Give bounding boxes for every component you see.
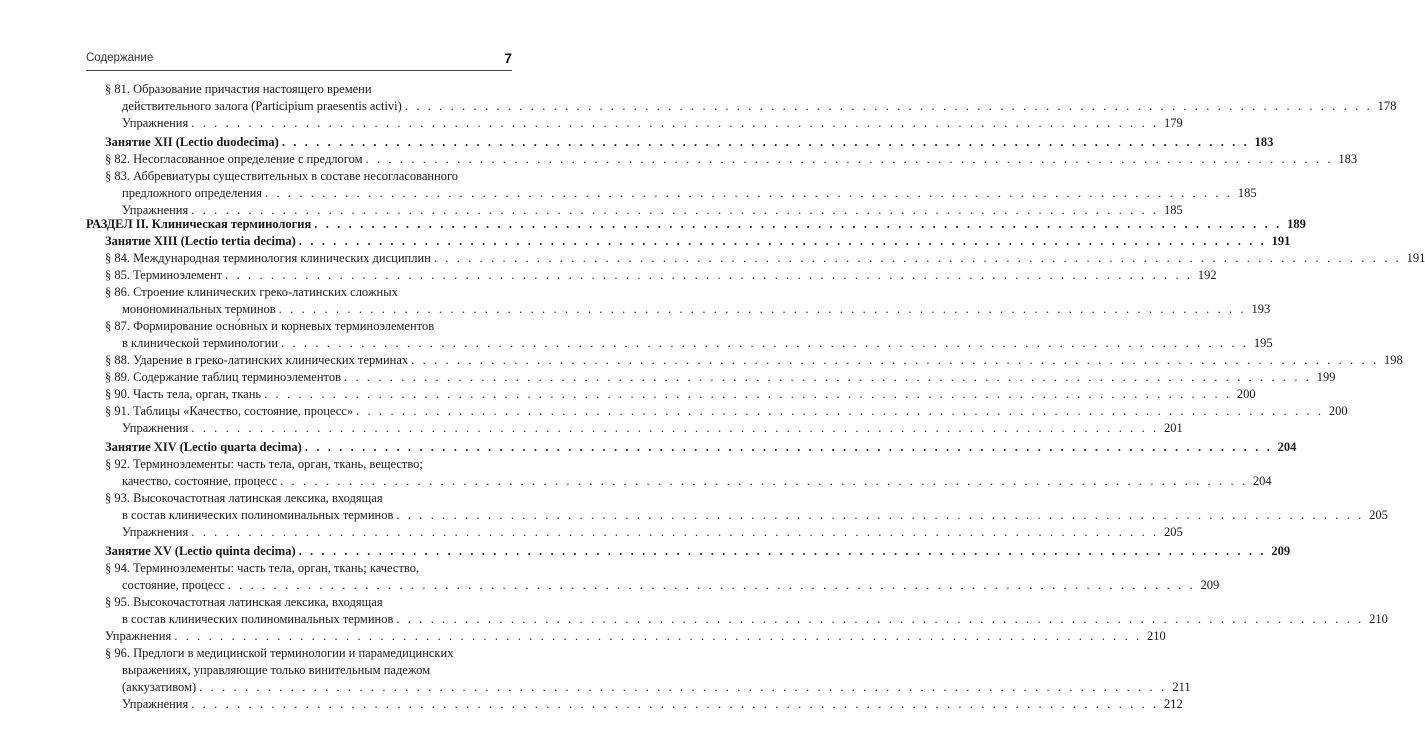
toc-page-number: 189 bbox=[1287, 217, 1306, 231]
toc-entry-text: § 83. Аббревиатуры существительных в составе несогласованного bbox=[105, 169, 459, 183]
toc-page-number: 210 bbox=[1147, 629, 1166, 643]
dot-leader: . . . . . . . . . . . . . . . . . . . . . . . . . . . . . . . . . . . . . . . . . . . . . . . . . . . . . . . . . . . . . . . . . . . . . . . . . . . . . . . . . . . . . bbox=[281, 336, 1249, 350]
toc-entry-text: качество, состояние, процесс bbox=[122, 474, 278, 488]
toc-entry-text: Занятие XV (Lectio quinta decima) bbox=[105, 544, 296, 558]
toc-entry-text: § 95. Высокочастотная латинская лексика, входящая bbox=[105, 595, 383, 609]
toc-entry-text: § 85. Терминоэлемент bbox=[105, 268, 223, 282]
toc-entry-text: Занятие XIV (Lectio quarta decima) bbox=[105, 440, 302, 454]
toc-entry-section-91[interactable] bbox=[105, 403, 1348, 420]
toc-page-number: 195 bbox=[1253, 336, 1273, 350]
dot-leader: . . . . . . . . . . . . . . . . . . . . . . . . . . . . . . . . . . . . . . . . . . . . . . . . . . . . . . . . . . . . . . . . . . . . . . . . . . . . . . . . . . . . . bbox=[191, 525, 1159, 539]
toc-entry-section-92-cont[interactable] bbox=[122, 473, 1272, 490]
toc-entry-section-81[interactable] bbox=[105, 81, 372, 98]
toc-entry-section-87-cont[interactable] bbox=[122, 335, 1273, 352]
toc-entry-text: Занятие XII (Lectio duodecima) bbox=[105, 135, 279, 149]
toc-entry-section-81-cont[interactable] bbox=[122, 98, 1397, 115]
toc-page-number: 191 bbox=[1271, 234, 1291, 248]
dot-leader: . . . . . . . . . . . . . . . . . . . . . . . . . . . . . . . . . . . . . . . . . . . . . . . . . . . . . . . . . . . . . . . . . . . . . . . . . . . . . . . . . . . . . bbox=[281, 135, 1250, 149]
dot-leader: . . . . . . . . . . . . . . . . . . . . . . . . . . . . . . . . . . . . . . . . . . . . . . . . . . . . . . . . . . . . . . . . . . . . . . . . . . . . . . . . . . . . . bbox=[191, 697, 1159, 711]
toc-page-number: 191 bbox=[1406, 251, 1425, 265]
running-header-title: Содержание bbox=[86, 52, 154, 64]
toc-page-number: 200 bbox=[1328, 404, 1348, 418]
toc-entry-section-95[interactable] bbox=[105, 594, 383, 611]
toc-entry-section-83-cont[interactable] bbox=[122, 185, 1257, 202]
toc-page-number: 204 bbox=[1277, 440, 1297, 454]
toc-entry-section-84[interactable] bbox=[105, 250, 1425, 267]
toc-entry-exercises[interactable] bbox=[122, 696, 1183, 713]
dot-leader: . . . . . . . . . . . . . . . . . . . . . . . . . . . . . . . . . . . . . . . . . . . . . . . . . . . . . . . . . . . . . . . . . . . . . . . . . . . . . . . . . . . . . bbox=[304, 440, 1273, 454]
dot-leader: . . . . . . . . . . . . . . . . . . . . . . . . . . . . . . . . . . . . . . . . . . . . . . . . . . . . . . . . . . . . . . . . . . . . . . . . . . . . . . . . . . . . . bbox=[191, 203, 1159, 217]
dot-leader: . . . . . . . . . . . . . . . . . . . . . . . . . . . . . . . . . . . . . . . . . . . . . . . . . . . . . . . . . . . . . . . . . . . . . . . . . . . . . . . . . . . . . bbox=[404, 99, 1373, 113]
dot-leader: . . . . . . . . . . . . . . . . . . . . . . . . . . . . . . . . . . . . . . . . . . . . . . . . . . . . . . . . . . . . . . . . . . . . . . . . . . . . . . . . . . . . . bbox=[265, 186, 1233, 200]
toc-entry-section-87[interactable] bbox=[105, 318, 434, 335]
toc-page-number: 209 bbox=[1271, 544, 1291, 558]
dot-leader: . . . . . . . . . . . . . . . . . . . . . . . . . . . . . . . . . . . . . . . . . . . . . . . . . . . . . . . . . . . . . . . . . . . . . . . . . . . . . . . . . . . . . bbox=[191, 421, 1159, 435]
toc-entry-text: § 81. Образование причастия настоящего времени bbox=[105, 82, 372, 96]
toc-entry-section-94-cont[interactable] bbox=[122, 577, 1220, 594]
toc-entry-text: § 96. Предлоги в медицинской терминологии и парамедицинских bbox=[105, 646, 454, 660]
toc-page-number: 183 bbox=[1254, 135, 1274, 149]
dot-leader: . . . . . . . . . . . . . . . . . . . . . . . . . . . . . . . . . . . . . . . . . . . . . . . . . . . . . . . . . . . . . . . . . . . . . . . . . . . . . . . . . . . . . bbox=[278, 302, 1247, 316]
toc-entry-section-86[interactable] bbox=[105, 284, 398, 301]
toc-entry-section-94[interactable] bbox=[105, 560, 419, 577]
toc-entry-text: выражениях, управляющие только винительным падежом bbox=[122, 663, 431, 677]
toc-entry-section-88[interactable] bbox=[105, 352, 1403, 369]
toc-entry-exercises[interactable] bbox=[105, 628, 1166, 645]
toc-entry-text: предложного определения bbox=[122, 186, 263, 200]
toc-entry-text: в состав клинических полиноминальных терминов bbox=[122, 508, 394, 522]
toc-entry-section-92[interactable] bbox=[105, 456, 423, 473]
toc-page-number: 201 bbox=[1164, 421, 1183, 435]
toc-page-number: 210 bbox=[1369, 612, 1388, 626]
toc-entry-section-96-cont[interactable] bbox=[122, 662, 430, 679]
toc-entry-lesson-13[interactable] bbox=[105, 233, 1291, 250]
toc-page-number: 212 bbox=[1164, 697, 1183, 711]
dot-leader: . . . . . . . . . . . . . . . . . . . . . . . . . . . . . . . . . . . . . . . . . . . . . . . . . . . . . . . . . . . . . . . . . . . . . . . . . . . . . . . . . . . . . bbox=[314, 217, 1282, 231]
toc-entry-text: состояние, процесс bbox=[122, 578, 225, 592]
toc-entry-text: § 94. Терминоэлементы: часть тела, орган, ткань; качество, bbox=[105, 561, 420, 575]
dot-leader: . . . . . . . . . . . . . . . . . . . . . . . . . . . . . . . . . . . . . . . . . . . . . . . . . . . . . . . . . . . . . . . . . . . . . . . . . . . . . . . . . . . . . bbox=[264, 387, 1232, 401]
toc-page-number: 209 bbox=[1200, 578, 1220, 592]
page-number: 7 bbox=[504, 50, 512, 66]
toc-entry-section-89[interactable] bbox=[105, 369, 1336, 386]
dot-leader: . . . . . . . . . . . . . . . . . . . . . . . . . . . . . . . . . . . . . . . . . . . . . . . . . . . . . . . . . . . . . . . . . . . . . . . . . . . . . . . . . . . . . bbox=[344, 370, 1312, 384]
dot-leader: . . . . . . . . . . . . . . . . . . . . . . . . . . . . . . . . . . . . . . . . . . . . . . . . . . . . . . . . . . . . . . . . . . . . . . . . . . . . . . . . . . . . . bbox=[199, 680, 1167, 694]
toc-entry-section-86-cont[interactable] bbox=[122, 301, 1271, 318]
toc-entry-text: § 93. Высокочастотная латинская лексика, входящая bbox=[105, 491, 383, 505]
toc-page-number: 205 bbox=[1369, 508, 1388, 522]
toc-page-number: 183 bbox=[1338, 152, 1358, 166]
toc-entry-lesson-12[interactable] bbox=[105, 134, 1274, 151]
toc-entry-text: действительного залога (Participium praesentis activi) bbox=[122, 99, 402, 113]
dot-leader: . . . . . . . . . . . . . . . . . . . . . . . . . . . . . . . . . . . . . . . . . . . . . . . . . . . . . . . . . . . . . . . . . . . . . . . . . . . . . . . . . . . . . bbox=[365, 152, 1334, 166]
toc-page-number: 178 bbox=[1377, 99, 1397, 113]
toc-entry-text: § 89. Содержание таблиц терминоэлементов bbox=[105, 370, 341, 384]
toc-entry-lesson-15[interactable] bbox=[105, 543, 1291, 560]
dot-leader: . . . . . . . . . . . . . . . . . . . . . . . . . . . . . . . . . . . . . . . . . . . . . . . . . . . . . . . . . . . . . . . . . . . . . . . . . . . . . . . . . . . . . bbox=[411, 353, 1379, 367]
toc-entry-text: Упражнения bbox=[122, 203, 189, 217]
dot-leader: . . . . . . . . . . . . . . . . . . . . . . . . . . . . . . . . . . . . . . . . . . . . . . . . . . . . . . . . . . . . . . . . . . . . . . . . . . . . . . . . . . . . . bbox=[174, 629, 1142, 643]
toc-entry-text: Упражнения bbox=[122, 421, 189, 435]
toc-page-number: 200 bbox=[1236, 387, 1256, 401]
dot-leader: . . . . . . . . . . . . . . . . . . . . . . . . . . . . . . . . . . . . . . . . . . . . . . . . . . . . . . . . . . . . . . . . . . . . . . . . . . . . . . . . . . . . . bbox=[298, 544, 1267, 558]
toc-entry-text: § 82. Несогласованное определение с предлогом bbox=[105, 152, 363, 166]
toc-entry-section-96-cont-2[interactable] bbox=[122, 679, 1191, 696]
toc-page-number: 211 bbox=[1172, 680, 1191, 694]
toc-entry-text: § 90. Часть тела, орган, ткань bbox=[105, 387, 262, 401]
toc-page-number: 205 bbox=[1164, 525, 1183, 539]
toc-entry-text: (аккузативом) bbox=[122, 680, 197, 694]
toc-page-number: 185 bbox=[1164, 203, 1183, 217]
toc-entry-text: § 92. Терминоэлементы: часть тела, орган, ткань, вещество; bbox=[105, 457, 423, 471]
toc-entry-section-85[interactable] bbox=[105, 267, 1217, 284]
toc-page-number: 179 bbox=[1164, 116, 1183, 130]
toc-entry-section-90[interactable] bbox=[105, 386, 1256, 403]
toc-entry-lesson-14[interactable] bbox=[105, 439, 1297, 456]
toc-entry-text: Упражнения bbox=[122, 525, 189, 539]
dot-leader: . . . . . . . . . . . . . . . . . . . . . . . . . . . . . . . . . . . . . . . . . . . . . . . . . . . . . . . . . . . . . . . . . . . . . . . . . . . . . . . . . . . . . bbox=[433, 251, 1402, 265]
dot-leader: . . . . . . . . . . . . . . . . . . . . . . . . . . . . . . . . . . . . . . . . . . . . . . . . . . . . . . . . . . . . . . . . . . . . . . . . . . . . . . . . . . . . . bbox=[225, 268, 1193, 282]
toc-entry-text: РАЗДЕЛ II. Клиническая терминология bbox=[86, 217, 312, 231]
toc-page-number: 204 bbox=[1252, 474, 1272, 488]
toc-entry-text: § 84. Международная терминология клинических дисциплин bbox=[105, 251, 431, 265]
dot-leader: . . . . . . . . . . . . . . . . . . . . . . . . . . . . . . . . . . . . . . . . . . . . . . . . . . . . . . . . . . . . . . . . . . . . . . . . . . . . . . . . . . . . . bbox=[280, 474, 1248, 488]
toc-entry-text: в клинической терминологии bbox=[122, 336, 279, 350]
dot-leader: . . . . . . . . . . . . . . . . . . . . . . . . . . . . . . . . . . . . . . . . . . . . . . . . . . . . . . . . . . . . . . . . . . . . . . . . . . . . . . . . . . . . . bbox=[356, 404, 1324, 418]
toc-page-number: 198 bbox=[1383, 353, 1403, 367]
toc-entry-text: монономинальных терминов bbox=[122, 302, 276, 316]
toc-entry-text: Занятие XIII (Lectio tertia decima) bbox=[105, 234, 296, 248]
toc-page-number: 193 bbox=[1251, 302, 1271, 316]
toc-entry-text: § 86. Строение клинических греко-латинских сложных bbox=[105, 285, 398, 299]
dot-leader: . . . . . . . . . . . . . . . . . . . . . . . . . . . . . . . . . . . . . . . . . . . . . . . . . . . . . . . . . . . . . . . . . . . . . . . . . . . . . . . . . . . . . bbox=[396, 508, 1364, 522]
toc-entry-text: Упражнения bbox=[105, 629, 172, 643]
toc-entry-text: § 91. Таблицы «Качество, состояние, процесс» bbox=[105, 404, 354, 418]
dot-leader: . . . . . . . . . . . . . . . . . . . . . . . . . . . . . . . . . . . . . . . . . . . . . . . . . . . . . . . . . . . . . . . . . . . . . . . . . . . . . . . . . . . . . bbox=[396, 612, 1364, 626]
toc-entry-section-93[interactable] bbox=[105, 490, 383, 507]
toc-entry-exercises[interactable] bbox=[122, 115, 1183, 132]
toc-entry-text: Упражнения bbox=[122, 697, 189, 711]
toc-page-number: 192 bbox=[1197, 268, 1217, 282]
toc-entry-section-93-cont[interactable] bbox=[122, 507, 1388, 524]
toc-entry-section-83[interactable] bbox=[105, 168, 458, 185]
dot-leader: . . . . . . . . . . . . . . . . . . . . . . . . . . . . . . . . . . . . . . . . . . . . . . . . . . . . . . . . . . . . . . . . . . . . . . . . . . . . . . . . . . . . . bbox=[191, 116, 1159, 130]
toc-entry-text: в состав клинических полиноминальных терминов bbox=[122, 612, 394, 626]
toc-entry-text: § 88. Ударение в греко-латинских клинических терминах bbox=[105, 353, 409, 367]
toc-entry-section-95-cont[interactable] bbox=[122, 611, 1388, 628]
toc-entry-exercises[interactable] bbox=[122, 524, 1183, 541]
toc-page-number: 199 bbox=[1316, 370, 1336, 384]
dot-leader: . . . . . . . . . . . . . . . . . . . . . . . . . . . . . . . . . . . . . . . . . . . . . . . . . . . . . . . . . . . . . . . . . . . . . . . . . . . . . . . . . . . . . bbox=[298, 234, 1267, 248]
toc-entry-section-82[interactable] bbox=[105, 151, 1358, 168]
dot-leader: . . . . . . . . . . . . . . . . . . . . . . . . . . . . . . . . . . . . . . . . . . . . . . . . . . . . . . . . . . . . . . . . . . . . . . . . . . . . . . . . . . . . . bbox=[227, 578, 1196, 592]
toc-entry-section-96[interactable] bbox=[105, 645, 453, 662]
toc-entry-part-2[interactable] bbox=[86, 216, 1306, 233]
toc-entry-text: Упражнения bbox=[122, 116, 189, 130]
toc-entry-exercises[interactable] bbox=[122, 420, 1183, 437]
toc-page-number: 185 bbox=[1237, 186, 1257, 200]
toc-entry-text: § 87. Формирование осно́вных и корневых терминоэлементов bbox=[105, 319, 435, 333]
